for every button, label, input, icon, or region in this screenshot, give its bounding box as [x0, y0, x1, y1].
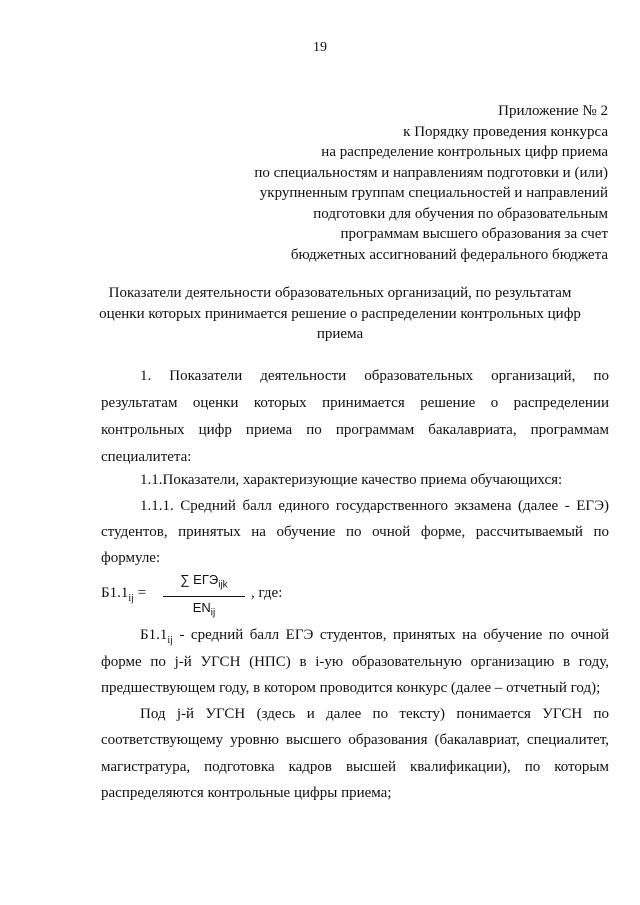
paragraph-line: формуле: — [101, 550, 161, 566]
appendix-line: подготовки для обучения по образовательным — [313, 205, 608, 222]
title-line: оценки которых принимается решение о распределении контрольных цифр — [99, 305, 581, 322]
paragraph-line: $Б1.1_{ij}$ - средний балл ЕГЭ студентов, принятых на обучение по очной — [140, 627, 609, 646]
paragraph-line: результатам оценки которых принимается решение о распределении — [101, 395, 609, 411]
appendix-line: по специальностям и направлениям подготовки и (или) — [254, 164, 608, 181]
formula — [101, 568, 401, 618]
title-line: Показатели деятельности образовательных организаций, по результатам — [108, 285, 572, 301]
fraction-bar — [163, 596, 245, 597]
formula-lhs: $Б1.1_{ij}$ = — [101, 585, 147, 604]
appendix-line: к Порядку проведения конкурса — [403, 123, 608, 140]
paragraph-line: форме по j-й УГСН (НПС) в i-ую образовательную организацию в году, — [101, 654, 609, 670]
formula-tail: , где: — [251, 585, 283, 601]
appendix-line: программам высшего образования за счет — [340, 226, 608, 242]
formula-fraction — [163, 572, 245, 621]
appendix-line: на распределение контрольных цифр приема — [321, 144, 608, 160]
paragraph-line: студентов, принятых на обучение по очной форме, рассчитываемый по — [101, 524, 609, 540]
title-line: приема — [316, 326, 364, 342]
paragraph-line: Под j-й УГСН (здесь и далее по тексту) понимается УГСН по — [140, 706, 609, 722]
page-number: 19 — [313, 40, 327, 55]
paragraph-line: контрольных цифр приема по программам бакалавриата, программам — [101, 422, 609, 438]
paragraph-line: специалитета: — [101, 449, 192, 465]
paragraph-line: соответствующему уровню высшего образования (бакалавриат, специалитет, — [101, 732, 609, 748]
document-title — [60, 283, 620, 345]
appendix-line: укрупненным группам специальностей и направлений — [259, 185, 608, 201]
paragraph-line: 1.1.1. Средний балл единого государственного экзамена (далее - ЕГЭ) — [140, 498, 609, 514]
appendix-line: бюджетных ассигнований федерального бюджета — [290, 246, 608, 263]
paragraph-line: распределяются контрольные цифры приема; — [101, 785, 392, 801]
paragraph-line: предшествующем году, в котором проводится конкурс (далее – отчетный год); — [101, 680, 601, 696]
appendix-header — [188, 101, 608, 265]
fraction-denominator: $EN_{ij}$ — [192, 599, 216, 619]
appendix-line: Приложение № 2 — [498, 103, 608, 119]
paragraph-line: 1. Показатели деятельности образовательных организаций, по — [140, 368, 609, 384]
paragraph-line: 1.1.Показатели, характеризующие качество приема обучающихся: — [140, 472, 563, 488]
paragraph-line: магистратура, подготовка кадров высшей квалификации), по которым — [101, 759, 609, 775]
fraction-numerator: ∑ $ЕГЭ_{ijk}$ — [180, 572, 228, 591]
